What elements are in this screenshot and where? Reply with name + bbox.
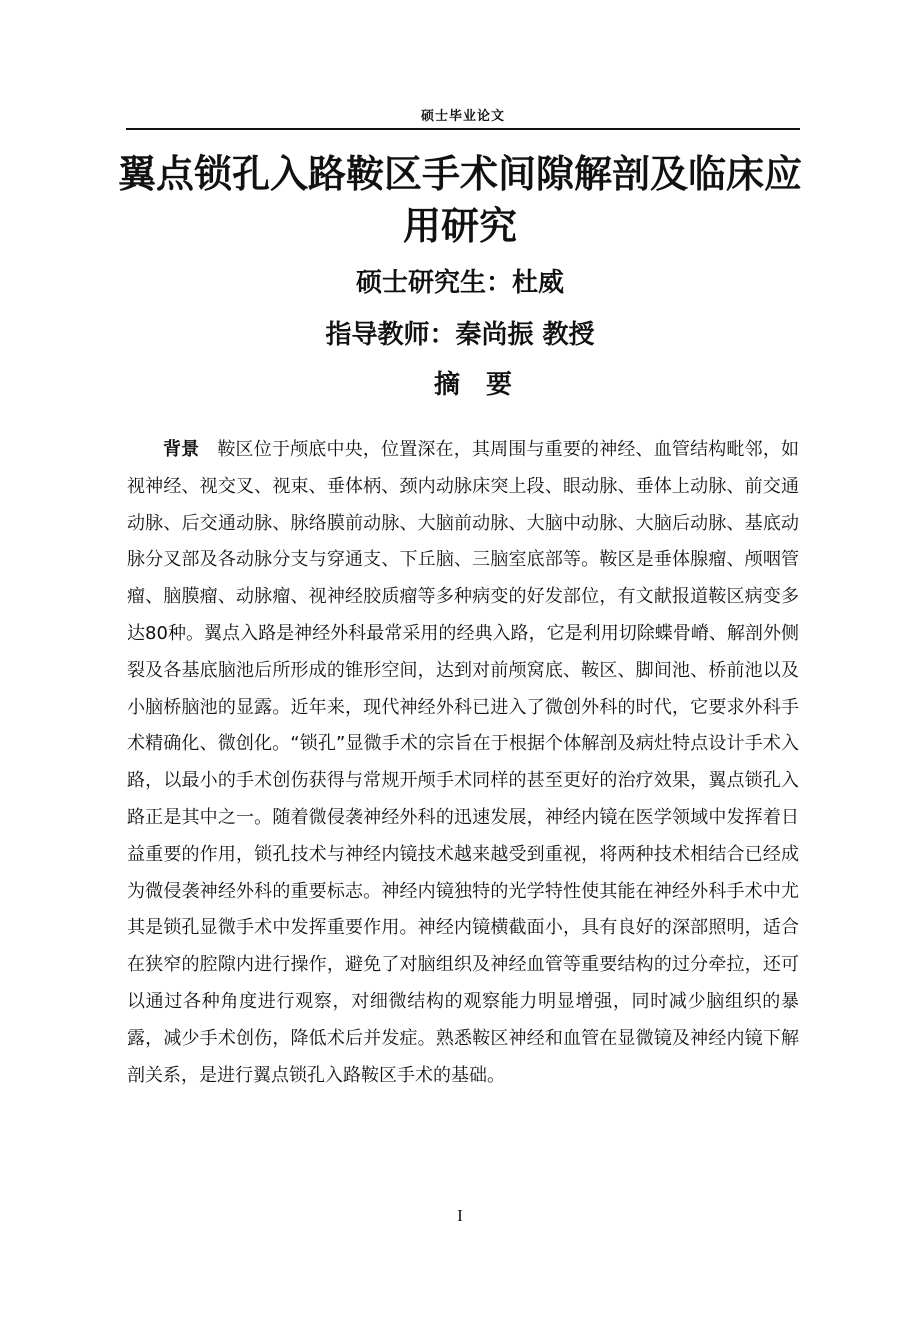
thesis-title: 翼点锁孔入路鞍区手术间隙解剖及临床应用研究 [117,152,802,248]
abstract-heading: 摘要 [433,370,538,400]
abstract-paragraph [127,432,799,1094]
running-header: 硕士毕业论文 [420,109,505,124]
author-line: 硕士研究生：杜威 [355,268,564,298]
abstract-text: 鞍区位于颅底中央，位置深在，其周围与重要的神经、血管结构毗邻，如视神经、视交叉、视束、垂体柄、颈内动脉床突上段、眼动脉、垂体上动脉、前交通动脉、后交通动脉、脉络膜前动脉、大脑前动脉、大脑中动脉、大脑后动脉、基底动脉分叉部及各动脉分支与穿通支、下丘脑、三脑室底部等。鞍区是垂体腺瘤、颅咽管瘤、脑膜瘤、动脉瘤、视神经胶质瘤等多种病变的好发部位，有文献报道鞍区病变多达80种。翼点入路是神经外科最常采用的经典入路，它是利用切除蝶骨嵴、解剖外侧裂及各基底脑池后所形成的锥形空间，达到对前颅窝底、鞍区、脚间池、桥前池以及小脑桥脑池的显露。近年来，现代神经外科已进入了微创外科的时代，它要求外科手术精确化、微创化。“锁孔”显微手术的宗旨在于根据个体解剖及病灶特点设计手术入路，以最小的手术创伤获得与常规开颅手术同样的甚至更好的治疗效果，翼点锁孔入路正是其中之一。随着微侵袭神经外科的迅速发展，神经内镜在医学领域中发挥着日益重要的作用，锁孔技术与神经内镜技术越来越受到重视，将两种技术相结合已经成为微侵袭神经外科的重要标志。神经内镜独特的光学特性使其能在神经外科手术中尤其是锁孔显微手术中发挥重要作用。神经内镜横截面小，具有良好的深部照明，适合在狭窄的腔隙内进行操作，避免了对脑组织及神经血管等重要结构的过分牵拉，还可以通过各种角度进行观察，对细微结构的观察能力明显增强，同时减少脑组织的暴露，减少手术创伤，降低术后并发症。熟悉鞍区神经和血管在显微镜及神经内镜下解剖关系，是进行翼点锁孔入路鞍区手术的基础。 [127,439,800,1086]
abstract-lead-label: 背景 [163,439,200,460]
page-number: I [457,1206,463,1225]
header-rule [126,128,800,130]
advisor-line: 指导教师：秦尚振 教授 [325,320,595,350]
